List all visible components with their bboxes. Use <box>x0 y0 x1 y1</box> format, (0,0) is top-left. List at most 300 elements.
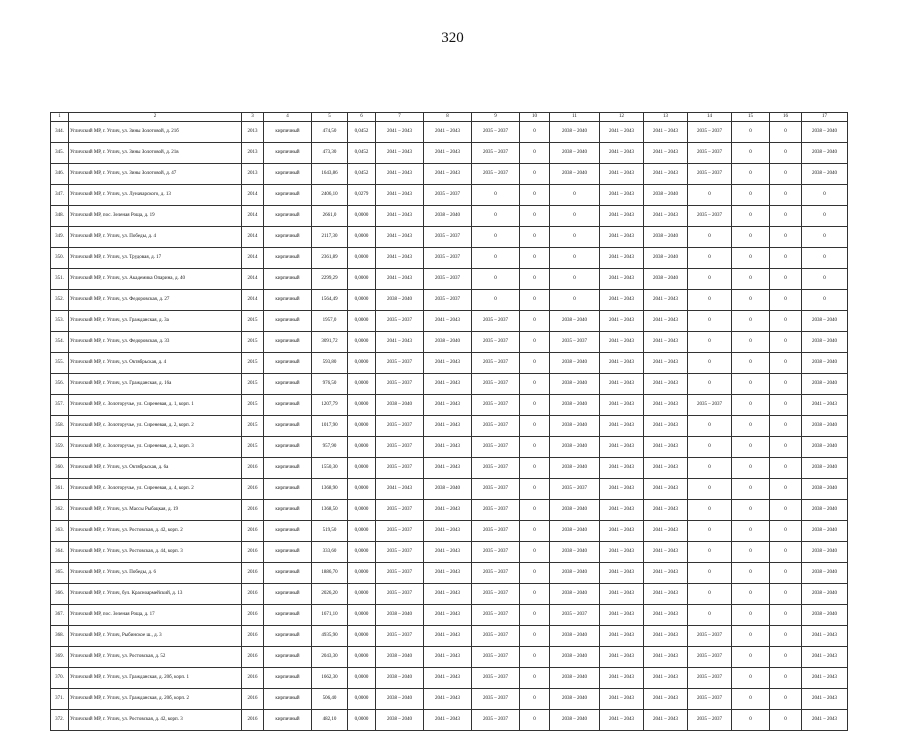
table-cell: 2035 – 2037 <box>688 647 732 668</box>
address-cell: Угличский МР, с. Золоторучье, ул. Сиреневая, д. 2, корп. 3 <box>69 437 242 458</box>
address-cell: Угличский МР, г. Углич, ул. Массы Рыбацкая, д. 19 <box>69 500 242 521</box>
address-cell: Угличский МР, г. Углич, ул. Зины Золотовой, д. 21в <box>69 143 242 164</box>
row-number-cell: 351. <box>51 269 69 290</box>
table-cell: 0 <box>770 122 802 143</box>
table-cell: 0,0000 <box>348 584 376 605</box>
address-cell: Угличский МР, с. Золоторучье, ул. Сиреневая, д. 2, корп. 2 <box>69 416 242 437</box>
table-cell: 0 <box>770 563 802 584</box>
table-cell: 2041 – 2043 <box>424 500 472 521</box>
table-cell: 2041 – 2043 <box>644 143 688 164</box>
table-row <box>51 416 848 437</box>
table-cell: 0 <box>732 479 770 500</box>
table-cell: 2014 <box>242 206 264 227</box>
table-cell: 2041 – 2043 <box>424 458 472 479</box>
table-cell: 0 <box>688 185 732 206</box>
table-cell: 2035 – 2037 <box>376 416 424 437</box>
table-cell: 2013 <box>242 143 264 164</box>
table-cell: 1886,70 <box>312 563 348 584</box>
table-cell: 2038 – 2040 <box>802 563 848 584</box>
column-number: 7 <box>376 113 424 122</box>
table-cell: 0 <box>520 395 550 416</box>
table-cell: 2041 – 2043 <box>644 206 688 227</box>
table-cell: 2038 – 2040 <box>376 689 424 710</box>
table-cell: 2041 – 2043 <box>644 374 688 395</box>
table-cell: 2041 – 2043 <box>424 311 472 332</box>
table-cell: 2041 – 2043 <box>600 479 644 500</box>
table-cell: 2015 <box>242 437 264 458</box>
register-table <box>50 112 848 731</box>
table-cell: 1564,49 <box>312 290 348 311</box>
table-row <box>51 227 848 248</box>
table-cell: 0 <box>520 353 550 374</box>
table-cell: 2014 <box>242 290 264 311</box>
table-cell: 0,0000 <box>348 227 376 248</box>
table-cell: 2038 – 2040 <box>550 437 600 458</box>
table-cell: 0,0000 <box>348 479 376 500</box>
table-cell: кирпичный <box>264 542 312 563</box>
table-cell: 2041 – 2043 <box>424 710 472 731</box>
table-cell: 2035 – 2037 <box>424 185 472 206</box>
table-cell: 0 <box>732 605 770 626</box>
table-cell: 2041 – 2043 <box>644 626 688 647</box>
table-row <box>51 710 848 731</box>
table-cell: 0 <box>802 290 848 311</box>
table-cell: 2041 – 2043 <box>802 395 848 416</box>
table-cell: 2041 – 2043 <box>644 416 688 437</box>
table-row <box>51 269 848 290</box>
table-cell: 2014 <box>242 185 264 206</box>
table-cell: 0 <box>520 542 550 563</box>
table-cell: 2038 – 2040 <box>802 437 848 458</box>
table-cell: 2035 – 2037 <box>376 542 424 563</box>
table-cell: кирпичный <box>264 332 312 353</box>
table-cell: 2041 – 2043 <box>424 164 472 185</box>
table-cell: кирпичный <box>264 584 312 605</box>
table-cell: 2041 – 2043 <box>424 416 472 437</box>
table-cell: 2041 – 2043 <box>600 248 644 269</box>
table-cell: 2035 – 2037 <box>376 563 424 584</box>
table-cell: 2041 – 2043 <box>644 647 688 668</box>
table-cell: 0 <box>770 269 802 290</box>
address-cell: Угличский МР, с. Золоторучье, ул. Сиреневая, д. 4, корп. 2 <box>69 479 242 500</box>
table-row <box>51 164 848 185</box>
table-cell: 2035 – 2037 <box>472 332 520 353</box>
table-row <box>51 206 848 227</box>
table-cell: 0 <box>688 584 732 605</box>
table-cell: 593,80 <box>312 353 348 374</box>
table-cell: 2038 – 2040 <box>550 416 600 437</box>
table-cell: 0 <box>520 584 550 605</box>
table-cell: 0,0000 <box>348 605 376 626</box>
table-cell: 0 <box>520 143 550 164</box>
row-number-cell: 345. <box>51 143 69 164</box>
table-cell: 2038 – 2040 <box>550 458 600 479</box>
table-cell: 0 <box>732 290 770 311</box>
table-cell: 2041 – 2043 <box>376 227 424 248</box>
table-cell: кирпичный <box>264 500 312 521</box>
table-cell: 0 <box>550 227 600 248</box>
table-cell: 2041 – 2043 <box>424 395 472 416</box>
table-cell: 0 <box>688 458 732 479</box>
table-cell: 2038 – 2040 <box>802 584 848 605</box>
table-row <box>51 437 848 458</box>
table-cell: 2041 – 2043 <box>376 332 424 353</box>
table-cell: 0 <box>732 185 770 206</box>
table-cell: 2035 – 2037 <box>424 227 472 248</box>
table-cell: 2038 – 2040 <box>802 500 848 521</box>
table-cell: 0 <box>802 185 848 206</box>
table-cell: 2041 – 2043 <box>600 437 644 458</box>
table-cell: 2041 – 2043 <box>644 500 688 521</box>
row-number-cell: 368. <box>51 626 69 647</box>
table-cell: 2041 – 2043 <box>424 626 472 647</box>
column-number: 15 <box>732 113 770 122</box>
table-cell: 2041 – 2043 <box>644 710 688 731</box>
table-cell: 0 <box>520 248 550 269</box>
table-cell: 0 <box>770 290 802 311</box>
table-cell: 0 <box>732 353 770 374</box>
table-cell: 2041 – 2043 <box>600 311 644 332</box>
table-cell: 2038 – 2040 <box>376 395 424 416</box>
table-cell: 2041 – 2043 <box>600 395 644 416</box>
table-cell: 0 <box>770 584 802 605</box>
table-cell: кирпичный <box>264 311 312 332</box>
table-cell: 2038 – 2040 <box>802 458 848 479</box>
table-cell: 0 <box>770 458 802 479</box>
address-cell: Угличский МР, г. Углич, ул. Академика Опарина, д. 40 <box>69 269 242 290</box>
address-cell: Угличский МР, г. Углич, ул. Зины Золотовой, д. 21б <box>69 122 242 143</box>
table-cell: 2041 – 2043 <box>376 248 424 269</box>
table-cell: 0 <box>688 416 732 437</box>
table-cell: 0 <box>732 206 770 227</box>
table-cell: 0 <box>732 143 770 164</box>
table-cell: 0 <box>770 626 802 647</box>
table-cell: 0 <box>520 206 550 227</box>
table-cell: 2038 – 2040 <box>550 500 600 521</box>
table-cell: 0,0000 <box>348 269 376 290</box>
table-cell: 0 <box>472 290 520 311</box>
table-cell: 0 <box>732 458 770 479</box>
row-number-cell: 372. <box>51 710 69 731</box>
table-cell: 2041 – 2043 <box>424 521 472 542</box>
table-cell: 2041 – 2043 <box>600 500 644 521</box>
table-cell: 2035 – 2037 <box>688 710 732 731</box>
table-cell: 2035 – 2037 <box>472 647 520 668</box>
table-cell: 2041 – 2043 <box>600 668 644 689</box>
table-cell: 2041 – 2043 <box>644 353 688 374</box>
column-number: 6 <box>348 113 376 122</box>
table-row <box>51 584 848 605</box>
table-row <box>51 290 848 311</box>
table-cell: 0,0000 <box>348 206 376 227</box>
table-cell: кирпичный <box>264 689 312 710</box>
table-cell: 0 <box>550 248 600 269</box>
table-cell: 2014 <box>242 269 264 290</box>
table-cell: 2041 – 2043 <box>424 437 472 458</box>
table-cell: 0 <box>520 668 550 689</box>
table-cell: 0 <box>732 374 770 395</box>
table-cell: 2038 – 2040 <box>644 185 688 206</box>
table-cell: 2041 – 2043 <box>600 647 644 668</box>
table-cell: 2038 – 2040 <box>802 143 848 164</box>
row-number-cell: 363. <box>51 521 69 542</box>
row-number-cell: 352. <box>51 290 69 311</box>
table-cell: 2016 <box>242 500 264 521</box>
table-row <box>51 374 848 395</box>
address-cell: Угличский МР, г. Углич, ул. Ростовская, д. 42, корп. 3 <box>69 710 242 731</box>
row-number-cell: 346. <box>51 164 69 185</box>
table-cell: 2035 – 2037 <box>376 311 424 332</box>
table-cell: 0 <box>770 143 802 164</box>
row-number-cell: 365. <box>51 563 69 584</box>
table-cell: 2041 – 2043 <box>424 542 472 563</box>
table-cell: 2035 – 2037 <box>472 710 520 731</box>
table-cell: кирпичный <box>264 143 312 164</box>
column-number: 5 <box>312 113 348 122</box>
table-cell: 2041 – 2043 <box>376 269 424 290</box>
table-cell: 0 <box>732 626 770 647</box>
table-cell: 2035 – 2037 <box>376 626 424 647</box>
table-cell: кирпичный <box>264 164 312 185</box>
table-cell: 2041 – 2043 <box>600 584 644 605</box>
table-cell: 1368,90 <box>312 479 348 500</box>
table-cell: 2041 – 2043 <box>376 185 424 206</box>
table-cell: 2038 – 2040 <box>550 164 600 185</box>
table-cell: 0 <box>520 605 550 626</box>
table-cell: 0 <box>732 269 770 290</box>
table-cell: 0 <box>732 710 770 731</box>
column-number: 1 <box>51 113 69 122</box>
row-number-cell: 356. <box>51 374 69 395</box>
table-cell: 2035 – 2037 <box>688 122 732 143</box>
table-cell: 0 <box>770 353 802 374</box>
table-cell: 2041 – 2043 <box>600 416 644 437</box>
table-cell: 2035 – 2037 <box>376 353 424 374</box>
column-number: 12 <box>600 113 644 122</box>
table-cell: кирпичный <box>264 521 312 542</box>
table-cell: 2035 – 2037 <box>688 668 732 689</box>
table-cell: 4935,90 <box>312 626 348 647</box>
table-cell: 2016 <box>242 689 264 710</box>
table-cell: 0 <box>472 269 520 290</box>
table-cell: 0 <box>688 290 732 311</box>
table-row <box>51 185 848 206</box>
table-cell: 0 <box>550 290 600 311</box>
table-cell: 2015 <box>242 395 264 416</box>
address-cell: Угличский МР, г. Углич, ул. Гражданская, д. 3а <box>69 311 242 332</box>
table-cell: 2016 <box>242 458 264 479</box>
table-cell: 0 <box>770 500 802 521</box>
table-cell: 2035 – 2037 <box>424 290 472 311</box>
table-cell: кирпичный <box>264 416 312 437</box>
table-cell: 2016 <box>242 647 264 668</box>
table-cell: 0 <box>520 185 550 206</box>
address-cell: Угличский МР, г. Углич, ул. Ростовская, д. 42, корп. 2 <box>69 521 242 542</box>
table-cell: 0,0452 <box>348 122 376 143</box>
row-number-cell: 362. <box>51 500 69 521</box>
table-cell: 2041 – 2043 <box>600 353 644 374</box>
table-cell: 2041 – 2043 <box>424 374 472 395</box>
table-cell: 2041 – 2043 <box>600 164 644 185</box>
row-number-cell: 366. <box>51 584 69 605</box>
table-cell: 2041 – 2043 <box>424 668 472 689</box>
table-cell: 0 <box>520 626 550 647</box>
row-number-cell: 355. <box>51 353 69 374</box>
column-number: 9 <box>472 113 520 122</box>
table-cell: 0 <box>732 248 770 269</box>
column-number: 4 <box>264 113 312 122</box>
table-cell: 0 <box>520 479 550 500</box>
table-cell: кирпичный <box>264 206 312 227</box>
table-cell: 0 <box>688 374 732 395</box>
address-cell: Угличский МР, пос. Зеленая Роща, д. 19 <box>69 206 242 227</box>
table-cell: 2035 – 2037 <box>472 164 520 185</box>
address-cell: Угличский МР, г. Углич, ул. Октябрьская, д. 6а <box>69 458 242 479</box>
table-cell: 2041 – 2043 <box>644 395 688 416</box>
table-cell: кирпичный <box>264 626 312 647</box>
table-cell: 0 <box>520 227 550 248</box>
table-cell: 0 <box>732 563 770 584</box>
table-cell: 2035 – 2037 <box>472 668 520 689</box>
table-cell: 2041 – 2043 <box>376 479 424 500</box>
table-cell: 0,0000 <box>348 563 376 584</box>
table-cell: 0 <box>688 500 732 521</box>
table-cell: 0 <box>770 248 802 269</box>
address-cell: Угличский МР, с. Золоторучье, ул. Сиреневая, д. 1, корп. 1 <box>69 395 242 416</box>
table-cell: 2016 <box>242 479 264 500</box>
table-cell: кирпичный <box>264 269 312 290</box>
table-cell: 2041 – 2043 <box>600 563 644 584</box>
table-cell: 2038 – 2040 <box>550 521 600 542</box>
table-cell: 2035 – 2037 <box>472 479 520 500</box>
table-cell: 2038 – 2040 <box>550 143 600 164</box>
table-cell: 0 <box>802 206 848 227</box>
table-cell: 1550,30 <box>312 458 348 479</box>
table-cell: 0 <box>770 332 802 353</box>
table-cell: 2041 – 2043 <box>644 521 688 542</box>
address-cell: Угличский МР, пос. Зеленая Роща, д. 17 <box>69 605 242 626</box>
table-cell: 2016 <box>242 542 264 563</box>
table-cell: 2041 – 2043 <box>600 143 644 164</box>
table-cell: 2041 – 2043 <box>600 542 644 563</box>
table-cell: 2041 – 2043 <box>802 647 848 668</box>
table-cell: 2041 – 2043 <box>600 290 644 311</box>
table-cell: 2041 – 2043 <box>644 479 688 500</box>
table-cell: 2035 – 2037 <box>376 437 424 458</box>
table-cell: 2038 – 2040 <box>376 605 424 626</box>
table-cell: 473,30 <box>312 143 348 164</box>
table-cell: 957,90 <box>312 437 348 458</box>
table-cell: 0 <box>520 374 550 395</box>
table-row <box>51 143 848 164</box>
table-cell: 2117,30 <box>312 227 348 248</box>
table-cell: 0,0000 <box>348 710 376 731</box>
table-cell: 0 <box>770 542 802 563</box>
table-row <box>51 479 848 500</box>
table-cell: 2038 – 2040 <box>550 374 600 395</box>
table-cell: 0 <box>688 269 732 290</box>
table-row <box>51 500 848 521</box>
address-cell: Угличский МР, г. Углич, ул. Гражданская, д. 16а <box>69 374 242 395</box>
table-cell: 0 <box>520 437 550 458</box>
row-number-cell: 344. <box>51 122 69 143</box>
table-cell: 2035 – 2037 <box>472 143 520 164</box>
table-cell: 2035 – 2037 <box>472 605 520 626</box>
table-row <box>51 542 848 563</box>
table-cell: 2043,30 <box>312 647 348 668</box>
table-cell: 2015 <box>242 374 264 395</box>
table-cell: 519,50 <box>312 521 348 542</box>
table-cell: 2015 <box>242 311 264 332</box>
table-cell: 0,0000 <box>348 542 376 563</box>
table-cell: 0 <box>688 437 732 458</box>
row-number-cell: 350. <box>51 248 69 269</box>
table-cell: кирпичный <box>264 605 312 626</box>
row-number-cell: 353. <box>51 311 69 332</box>
table-cell: 2041 – 2043 <box>600 227 644 248</box>
table-cell: 2038 – 2040 <box>802 353 848 374</box>
table-cell: 0,0000 <box>348 458 376 479</box>
table-cell: 0 <box>770 605 802 626</box>
table-cell: 0 <box>520 458 550 479</box>
table-cell: 0 <box>732 164 770 185</box>
column-number: 14 <box>688 113 732 122</box>
table-cell: 2041 – 2043 <box>424 143 472 164</box>
table-cell: 0 <box>732 542 770 563</box>
table-cell: 2041 – 2043 <box>424 353 472 374</box>
table-cell: 0 <box>550 185 600 206</box>
row-number-cell: 358. <box>51 416 69 437</box>
table-cell: 0 <box>520 332 550 353</box>
address-cell: Угличский МР, г. Углич, ул. Луначарского, д. 13 <box>69 185 242 206</box>
table-cell: 2013 <box>242 122 264 143</box>
column-number: 11 <box>550 113 600 122</box>
table-row <box>51 689 848 710</box>
table-cell: 2038 – 2040 <box>550 353 600 374</box>
table-cell: 0,0452 <box>348 164 376 185</box>
table-row <box>51 626 848 647</box>
row-number-cell: 371. <box>51 689 69 710</box>
address-cell: Угличский МР, г. Углич, ул. Зины Золотовой, д. 47 <box>69 164 242 185</box>
table-cell: 2041 – 2043 <box>644 311 688 332</box>
table-cell: 0 <box>770 647 802 668</box>
table-cell: 2035 – 2037 <box>472 458 520 479</box>
table-cell: 0 <box>472 248 520 269</box>
table-cell: 2041 – 2043 <box>644 458 688 479</box>
table-cell: 2041 – 2043 <box>424 689 472 710</box>
table-row <box>51 563 848 584</box>
table-cell: кирпичный <box>264 395 312 416</box>
address-cell: Угличский МР, г. Углич, ул. Победы, д. 6 <box>69 563 242 584</box>
table-cell: 2041 – 2043 <box>802 710 848 731</box>
table-cell: 2016 <box>242 563 264 584</box>
table-cell: 2038 – 2040 <box>376 668 424 689</box>
table-cell: 2038 – 2040 <box>550 395 600 416</box>
table-cell: 2035 – 2037 <box>472 584 520 605</box>
table-cell: 2406,10 <box>312 185 348 206</box>
table-cell: 2038 – 2040 <box>376 647 424 668</box>
column-number-row <box>51 113 848 122</box>
table-cell: 2041 – 2043 <box>376 143 424 164</box>
table-cell: 0 <box>802 248 848 269</box>
table-cell: 0 <box>520 311 550 332</box>
table-cell: 2041 – 2043 <box>644 122 688 143</box>
table-cell: 0 <box>732 332 770 353</box>
table-cell: 1207,79 <box>312 395 348 416</box>
table-cell: 2035 – 2037 <box>688 395 732 416</box>
table-cell: 0 <box>802 227 848 248</box>
table-cell: 0,0000 <box>348 353 376 374</box>
